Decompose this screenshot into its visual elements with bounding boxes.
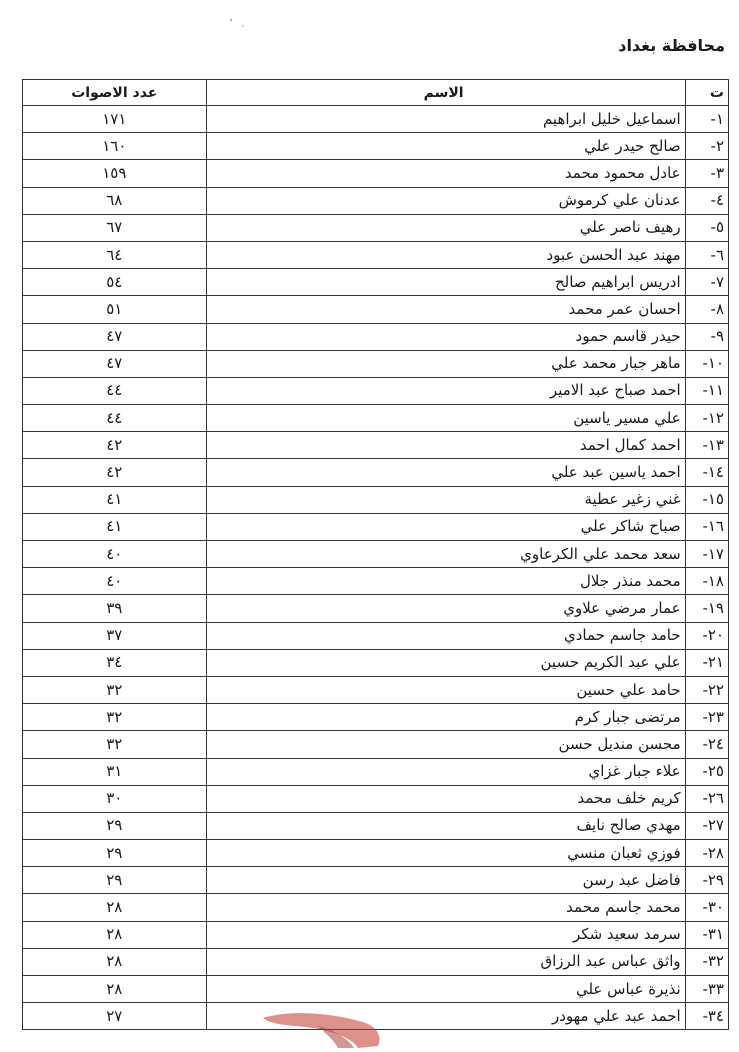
row-number: ٢٢-: [685, 676, 728, 703]
candidate-name: محسن منديل حسن: [206, 731, 685, 758]
candidate-name: احمد عبد علي مهودر: [206, 1003, 685, 1030]
candidate-name: عمار مرضي علاوي: [206, 595, 685, 622]
candidate-name: رهيف ناصر علي: [206, 214, 685, 241]
candidate-name: غني زغير عطية: [206, 486, 685, 513]
table-row: [23, 187, 729, 214]
table-row: [23, 377, 729, 404]
row-number: ٩-: [685, 323, 728, 350]
vote-count: ١٦٠: [23, 133, 207, 160]
vote-count: ٤٤: [23, 405, 207, 432]
row-number: ٣١-: [685, 921, 728, 948]
table-row: [23, 432, 729, 459]
table-row: [23, 758, 729, 785]
table-row: [23, 812, 729, 839]
vote-count: ٦٧: [23, 214, 207, 241]
table-body: [23, 106, 729, 1030]
table-row: [23, 676, 729, 703]
vote-count: ٣٤: [23, 649, 207, 676]
table-row: [23, 486, 729, 513]
row-number: ٢٣-: [685, 704, 728, 731]
table-row: [23, 785, 729, 812]
table-row: [23, 459, 729, 486]
row-number: ٤-: [685, 187, 728, 214]
row-number: ١٨-: [685, 568, 728, 595]
vote-count: ٢٨: [23, 921, 207, 948]
header-name: الاسم: [206, 80, 685, 106]
vote-count: ٤٧: [23, 350, 207, 377]
row-number: ٥-: [685, 214, 728, 241]
candidate-name: نذيرة عباس علي: [206, 976, 685, 1003]
vote-count: ٤١: [23, 486, 207, 513]
candidate-name: حيدر قاسم حمود: [206, 323, 685, 350]
candidate-name: ماهر جبار محمد علي: [206, 350, 685, 377]
table-row: [23, 568, 729, 595]
vote-count: ٦٨: [23, 187, 207, 214]
vote-count: ٣٢: [23, 731, 207, 758]
row-number: ٣٣-: [685, 976, 728, 1003]
vote-count: ٢٨: [23, 976, 207, 1003]
candidate-name: علي عبد الكريم حسين: [206, 649, 685, 676]
vote-count: ٢٩: [23, 812, 207, 839]
row-number: ٦-: [685, 241, 728, 268]
candidate-name: مهند عبد الحسن عبود: [206, 241, 685, 268]
table-row: [23, 296, 729, 323]
vote-count: ٥١: [23, 296, 207, 323]
candidate-name: علاء جبار غزاي: [206, 758, 685, 785]
table-row: [23, 160, 729, 187]
candidate-name: مهدي صالح نايف: [206, 812, 685, 839]
table-row: [23, 241, 729, 268]
vote-count: ٣٩: [23, 595, 207, 622]
row-number: ٢٤-: [685, 731, 728, 758]
candidate-name: صالح حيدر علي: [206, 133, 685, 160]
vote-count: ٤١: [23, 513, 207, 540]
vote-count: ٢٩: [23, 867, 207, 894]
candidate-name: احمد صباح عبد الامير: [206, 377, 685, 404]
candidate-name: فاضل عبد رسن: [206, 867, 685, 894]
vote-count: ٣١: [23, 758, 207, 785]
table-row: [23, 595, 729, 622]
table-row: [23, 867, 729, 894]
candidate-name: محمد منذر جلال: [206, 568, 685, 595]
vote-count: ٥٤: [23, 269, 207, 296]
row-number: ١٥-: [685, 486, 728, 513]
table-row: [23, 106, 729, 133]
table-row: [23, 894, 729, 921]
candidate-name: كريم خلف محمد: [206, 785, 685, 812]
vote-count: ٣٢: [23, 704, 207, 731]
vote-count: ٤٧: [23, 323, 207, 350]
candidate-name: حامد جاسم حمادي: [206, 622, 685, 649]
candidate-name: عدنان علي كرموش: [206, 187, 685, 214]
candidate-name: حامد علي حسين: [206, 676, 685, 703]
vote-count: ٢٨: [23, 948, 207, 975]
row-number: ٢٨-: [685, 840, 728, 867]
row-number: ٣٤-: [685, 1003, 728, 1030]
vote-count: ٢٨: [23, 894, 207, 921]
page-title: محافظة بغداد: [618, 36, 725, 55]
candidate-name: احسان عمر محمد: [206, 296, 685, 323]
row-number: ٣-: [685, 160, 728, 187]
candidate-name: اسماعيل خليل ابراهيم: [206, 106, 685, 133]
row-number: ١٦-: [685, 513, 728, 540]
candidate-name: واثق عباس عبد الرزاق: [206, 948, 685, 975]
table-row: [23, 840, 729, 867]
candidate-name: فوزي ثعبان منسي: [206, 840, 685, 867]
candidate-name: محمد جاسم محمد: [206, 894, 685, 921]
vote-count: ٢٩: [23, 840, 207, 867]
row-number: ١٣-: [685, 432, 728, 459]
vote-count: ٤٠: [23, 568, 207, 595]
table-row: [23, 921, 729, 948]
vote-count: ٦٤: [23, 241, 207, 268]
candidate-name: ادريس ابراهيم صالح: [206, 269, 685, 296]
scan-specks: [225, 14, 255, 38]
table-row: [23, 976, 729, 1003]
votes-table: [22, 79, 729, 1030]
row-number: ٣٠-: [685, 894, 728, 921]
row-number: ٧-: [685, 269, 728, 296]
row-number: ٢١-: [685, 649, 728, 676]
row-number: ٢٧-: [685, 812, 728, 839]
vote-count: ٤٠: [23, 541, 207, 568]
table-row: [23, 323, 729, 350]
row-number: ١٧-: [685, 541, 728, 568]
vote-count: ١٧١: [23, 106, 207, 133]
row-number: ٢٥-: [685, 758, 728, 785]
candidate-name: صباح شاكر علي: [206, 513, 685, 540]
candidate-name: عادل محمود محمد: [206, 160, 685, 187]
table-header-row: [23, 80, 729, 106]
table-row: [23, 541, 729, 568]
row-number: ١٢-: [685, 405, 728, 432]
vote-count: ١٥٩: [23, 160, 207, 187]
table-row: [23, 214, 729, 241]
vote-count: ٤٢: [23, 432, 207, 459]
candidate-name: احمد كمال احمد: [206, 432, 685, 459]
vote-count: ٤٤: [23, 377, 207, 404]
candidate-name: سرمد سعيد شكر: [206, 921, 685, 948]
table-row: [23, 405, 729, 432]
candidate-name: سعد محمد علي الكرعاوي: [206, 541, 685, 568]
vote-count: ٣٢: [23, 676, 207, 703]
table-row: [23, 269, 729, 296]
row-number: ٨-: [685, 296, 728, 323]
row-number: ١-: [685, 106, 728, 133]
row-number: ٢٠-: [685, 622, 728, 649]
table-row: [23, 704, 729, 731]
header-num: ت: [685, 80, 728, 106]
table-row: [23, 649, 729, 676]
row-number: ٢-: [685, 133, 728, 160]
vote-count: ٣٧: [23, 622, 207, 649]
table-row: [23, 948, 729, 975]
row-number: ١٩-: [685, 595, 728, 622]
vote-count: ٤٢: [23, 459, 207, 486]
table-row: [23, 513, 729, 540]
row-number: ٢٦-: [685, 785, 728, 812]
ink-stain: [258, 1008, 388, 1048]
vote-count: ٣٠: [23, 785, 207, 812]
table-row: [23, 622, 729, 649]
candidate-name: احمد ياسين عبد علي: [206, 459, 685, 486]
table-row: [23, 133, 729, 160]
candidate-name: مرتضى جبار كرم: [206, 704, 685, 731]
table-row: [23, 350, 729, 377]
row-number: ٢٩-: [685, 867, 728, 894]
row-number: ٣٢-: [685, 948, 728, 975]
row-number: ١٤-: [685, 459, 728, 486]
table-row: [23, 731, 729, 758]
header-votes: عدد الاصوات: [23, 80, 207, 106]
vote-count: ٢٧: [23, 1003, 207, 1030]
candidate-name: علي مسير ياسين: [206, 405, 685, 432]
row-number: ١١-: [685, 377, 728, 404]
row-number: ١٠-: [685, 350, 728, 377]
